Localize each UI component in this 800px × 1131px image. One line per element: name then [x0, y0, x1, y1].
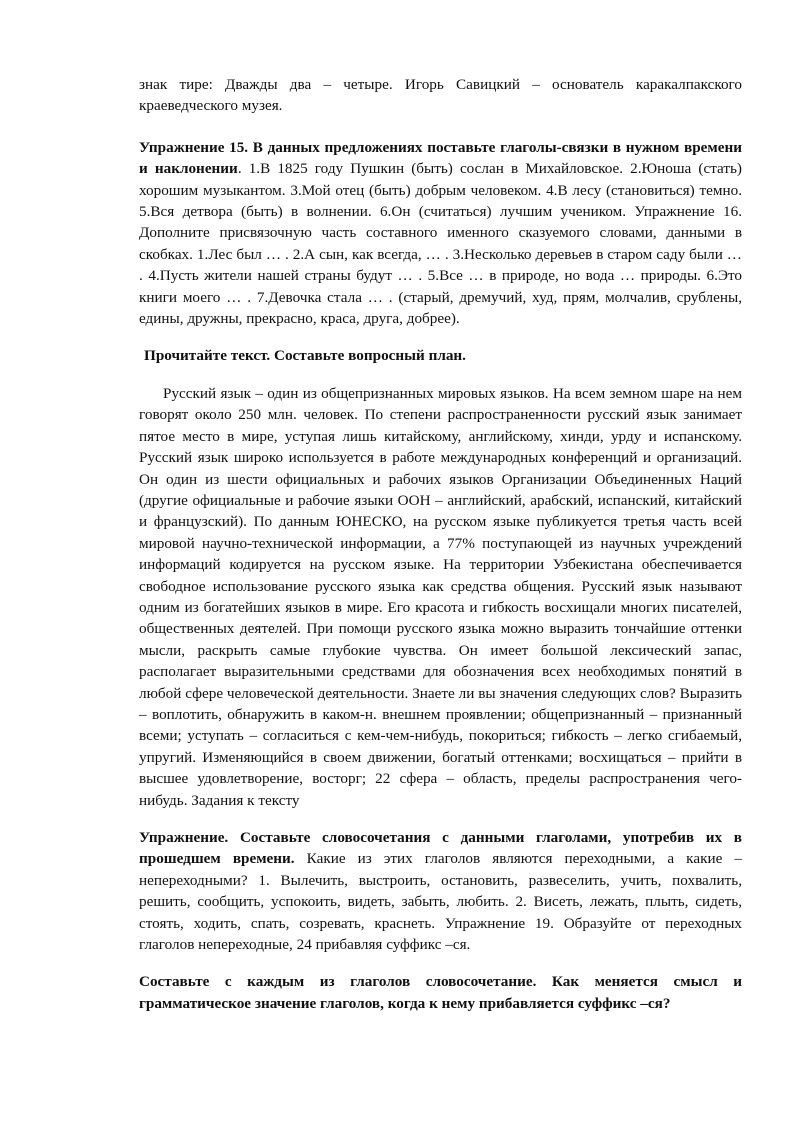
paragraph-final-task [139, 971, 742, 1014]
paragraph-exercise-phrases [139, 827, 742, 955]
paragraph-bold: Упражнение 15. В данных предложениях поставьте глаголы-связки в нужном времени и наклонении [139, 138, 742, 178]
paragraph-text: Русский язык – один из общепризнанных мировых языков. На всем земном шаре на нем говорят около 250 млн. человек. По степени распространенности русский язык занимает пятое место в мире, уступая лишь китайскому, английскому, хинди, урду и испанскому. Русский язык широко используется в работе международных конференций и организаций. Он один из шести официальных и рабочих языков Организации Объединенных Наций (другие официальные и рабочие языки ООН – английский, арабский, испанский, китайский и французский). По данным ЮНЕСКО, на русском языке публикуется третья часть всей мировой научно-технической информации, а 77% поступающей из научных учреждений информаций кодируется на русском языке. На территории Узбекистана обеспечивается свободное использование русского языка как средства общения. Русский язык называют одним из богатейших языков в мире. Его красота и гибкость восхищали многих писателей, общественных деятелей. При помощи русского языка можно выразить тончайшие оттенки мысли, раскрыть самые глубокие чувства. Он имеет большой лексический запас, располагает выразительными средствами для обозначения всех необходимых понятий в любой сфере человеческой деятельности. Знаете ли вы значения следующих слов? Выразить – воплотить, обнаружить в каком-н. внешнем проявлении; общепризнанный – признанный всеми; уступать – согласиться с кем-чем-нибудь, покориться; гибкость – легко сгибаемый, упругий. Изменяющийся в своем движении, богатый оттенками; восхищаться – прийти в высшее удовлетворение, восторг; 22 сфера – область, пределы распространения чего-нибудь. Задания к тексту [139, 384, 742, 809]
paragraph-text: . 1.В 1825 году Пушкин (быть) сослан в Михайловское. 2.Юноша (стать) хорошим музыкантом. 3.Мой отец (быть) добрым человеком. 4.В лесу (становиться) темно. 5.Вся детвора (быть) в волнении. 6.Он (считаться) лучшим учеником. Упражнение 16. Дополните присвязочную часть составного именного сказуемого словами, данными в скобках. 1.Лес был … . 2.А сын, как всегда, … . 3.Несколько деревьев в старом саду были … . 4.Пусть жители нашей страны будут … . 5.Все … в природе, но вода … природы. 6.Это книги моего … . 7.Девочка стала … . (старый, дремучий, худ, прям, молчалив, срублены, едины, дружны, прекрасно, краса, друга, добрее). [139, 160, 742, 328]
paragraph-exercise-15 [139, 137, 742, 330]
document-page [139, 74, 742, 1014]
paragraph-bold: Прочитайте текст. Составьте вопросный план. [144, 347, 466, 365]
paragraph-intro [139, 74, 742, 117]
paragraph-russian-language-text [139, 383, 742, 811]
paragraph-bold: Составьте с каждым из глаголов словосочетание. Как меняется смысл и грамматическое значение глаголов, когда к нему прибавляется суффикс –ся? [139, 973, 742, 1012]
paragraph-bold: Упражнение. Составьте словосочетания с данными глаголами, употребив их в прошедшем времени. [139, 829, 742, 868]
paragraph-reading-task [139, 345, 742, 366]
paragraph-text: знак тире: Дважды два – четыре. Игорь Савицкий – основатель каракалпакского краеведческого музея. [139, 76, 742, 115]
paragraph-text: Какие из этих глаголов являются переходными, а какие – непереходными? 1. Вылечить, выстроить, остановить, развеселить, учить, похвалить, решить, сообщить, успокоить, видеть, забыть, любить. 2. Висеть, лежать, плыть, сидеть, стоять, ходить, спать, созревать, краснеть. Упражнение 19. Образуйте от переходных глаголов непереходные, 24 прибавляя суффикс –ся. [139, 850, 742, 954]
